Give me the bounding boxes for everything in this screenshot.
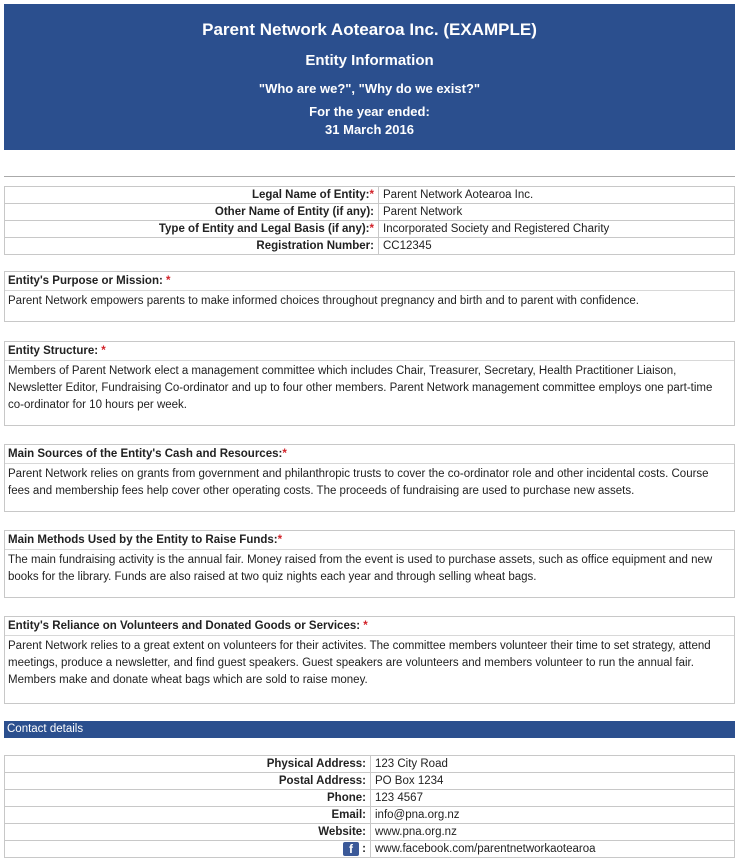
table-row (5, 807, 735, 824)
divider (4, 176, 735, 177)
purpose-title: Entity's Purpose or Mission: * (5, 272, 734, 291)
phone-label: Phone: (5, 790, 371, 807)
facebook-label: f : (5, 841, 371, 858)
identity-table (4, 186, 735, 255)
required-mark: * (277, 534, 283, 546)
methods-title: Main Methods Used by the Entity to Raise Funds:* (5, 531, 734, 550)
required-mark: * (282, 448, 287, 460)
table-row (5, 187, 735, 204)
methods-body: The main fundraising activity is the annual fair. Money raised from the event is used to purchase assets, such as office equipment and new books for the library. Funds are also raised at two quiz nights each year and through selling wheat bags. (8, 554, 713, 583)
facebook-icon: f (343, 842, 359, 856)
methods-section (4, 530, 735, 598)
required-mark: * (369, 189, 374, 201)
registration-number-label: Registration Number: (5, 238, 379, 255)
structure-section (4, 341, 735, 426)
section-title: Entity Information (305, 52, 434, 69)
sources-body: Parent Network relies on grants from government and philanthropic trusts to cover the co-ordinator role and other incidental costs. Course fees and membership fees help cover other operating costs. The proceeds of fundraising are used to purchase new assets. (8, 468, 709, 497)
table-row (5, 790, 735, 807)
table-row (5, 756, 735, 773)
website-value[interactable]: www.pna.org.nz (371, 824, 735, 841)
table-row (5, 204, 735, 221)
other-name-label: Other Name of Entity (if any): (5, 204, 379, 221)
reliance-title: Entity's Reliance on Volunteers and Donated Goods or Services: * (5, 617, 734, 636)
contact-table (4, 755, 735, 858)
table-row (5, 221, 735, 238)
other-name-value: Parent Network (379, 204, 735, 221)
table-row (5, 841, 735, 858)
reliance-body: Parent Network relies to a great extent on volunteers for their activites. The committee members volunteer their time to set strategy, attend meetings, produce a newsletter, and find guest speakers. Guest speakers are volunteers and members volunteer to run the annual fair. Members make and donate wheat bags which are sold to raise money. (8, 640, 711, 686)
physical-address-value: 123 City Road (371, 756, 735, 773)
postal-address-value: PO Box 1234 (371, 773, 735, 790)
email-label: Email: (5, 807, 371, 824)
purpose-body: Parent Network empowers parents to make informed choices throughout pregnancy and birth and to parent with confidence. (8, 295, 639, 307)
org-title: Parent Network Aotearoa Inc. (EXAMPLE) (202, 20, 537, 39)
required-mark: * (363, 620, 368, 632)
physical-address-label: Physical Address: (5, 756, 371, 773)
table-row (5, 824, 735, 841)
website-label: Website: (5, 824, 371, 841)
required-mark: * (369, 223, 374, 235)
registration-number-value: CC12345 (379, 238, 735, 255)
entity-type-label: Type of Entity and Legal Basis (if any):* (5, 221, 379, 238)
contact-heading: Contact details (4, 721, 735, 738)
legal-name-label: Legal Name of Entity:* (5, 187, 379, 204)
year-date: 31 March 2016 (325, 122, 414, 137)
required-mark: * (166, 275, 171, 287)
legal-name-value: Parent Network Aotearoa Inc. (379, 187, 735, 204)
reliance-section (4, 616, 735, 704)
report-header (4, 4, 735, 150)
email-value[interactable]: info@pna.org.nz (371, 807, 735, 824)
year-label: For the year ended: (309, 104, 430, 119)
table-row (5, 773, 735, 790)
required-mark: * (101, 345, 106, 357)
entity-type-value: Incorporated Society and Registered Charity (379, 221, 735, 238)
phone-value: 123 4567 (371, 790, 735, 807)
table-row (5, 238, 735, 255)
facebook-value[interactable]: www.facebook.com/parentnetworkaotearoa (371, 841, 735, 858)
sources-title: Main Sources of the Entity's Cash and Resources:* (5, 445, 734, 464)
subtitle: "Who are we?", "Why do we exist?" (258, 81, 481, 96)
sources-section (4, 444, 735, 512)
purpose-section (4, 271, 735, 322)
postal-address-label: Postal Address: (5, 773, 371, 790)
structure-title: Entity Structure: * (5, 342, 734, 361)
structure-body: Members of Parent Network elect a management committee which includes Chair, Treasurer, Secretary, Health Practitioner Liaison, Newsletter Editor, Fundraising Co-ordinator and up to four other members. Parent Network management committee employs one part-time co-ordinator for 10 hours per week. (8, 365, 713, 411)
